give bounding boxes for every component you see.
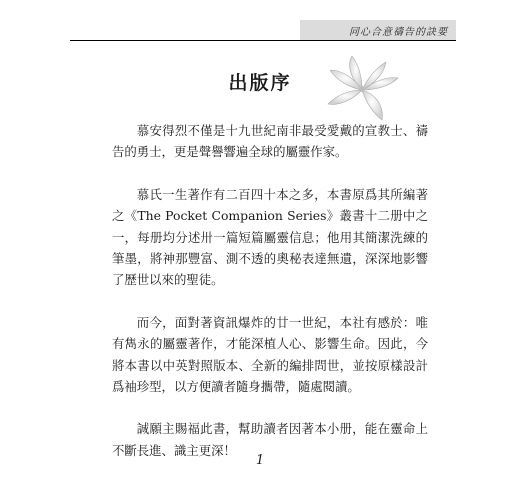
paragraph-3: 而今，面對著資訊爆炸的廿一世紀，本社有感於：唯有雋永的屬靈著作，才能深植人心、影響生命。因此，今將本書以中英對照版本、全新的編排問世，並按原樣設計爲袖珍型，以方便讀者隨身攜帶，隨處閱讀。: [112, 314, 428, 395]
page-title: 出版序: [228, 72, 292, 94]
paragraph-4: 誠願主賜福此書，幫助讀者因著本小册，能在靈命上不斷長進、識主更深！: [112, 421, 428, 458]
paragraph-1: 慕安得烈不僅是十九世紀南非最受愛戴的宣教士、禱告的勇士，更是聲譽響遍全球的屬靈作家。: [112, 123, 428, 160]
running-header: [300, 20, 456, 40]
paragraph-2: 慕氏一生著作有二百四十本之多，本書原爲其所編著之《The Pocket Companion Series》叢書十二册中之一，每册均分述卅一篇短篇屬靈信息；他用其簡潔洗練的筆墨，將神那豐富、測不透的奧秘表達無遺，深深地影響了歷世以來的聖徒。: [112, 186, 428, 288]
body-text: [112, 120, 428, 482]
page-number: 1: [255, 453, 265, 468]
header-rule: [70, 40, 456, 41]
running-header-title: 同心合意禱告的訣要: [349, 27, 448, 38]
